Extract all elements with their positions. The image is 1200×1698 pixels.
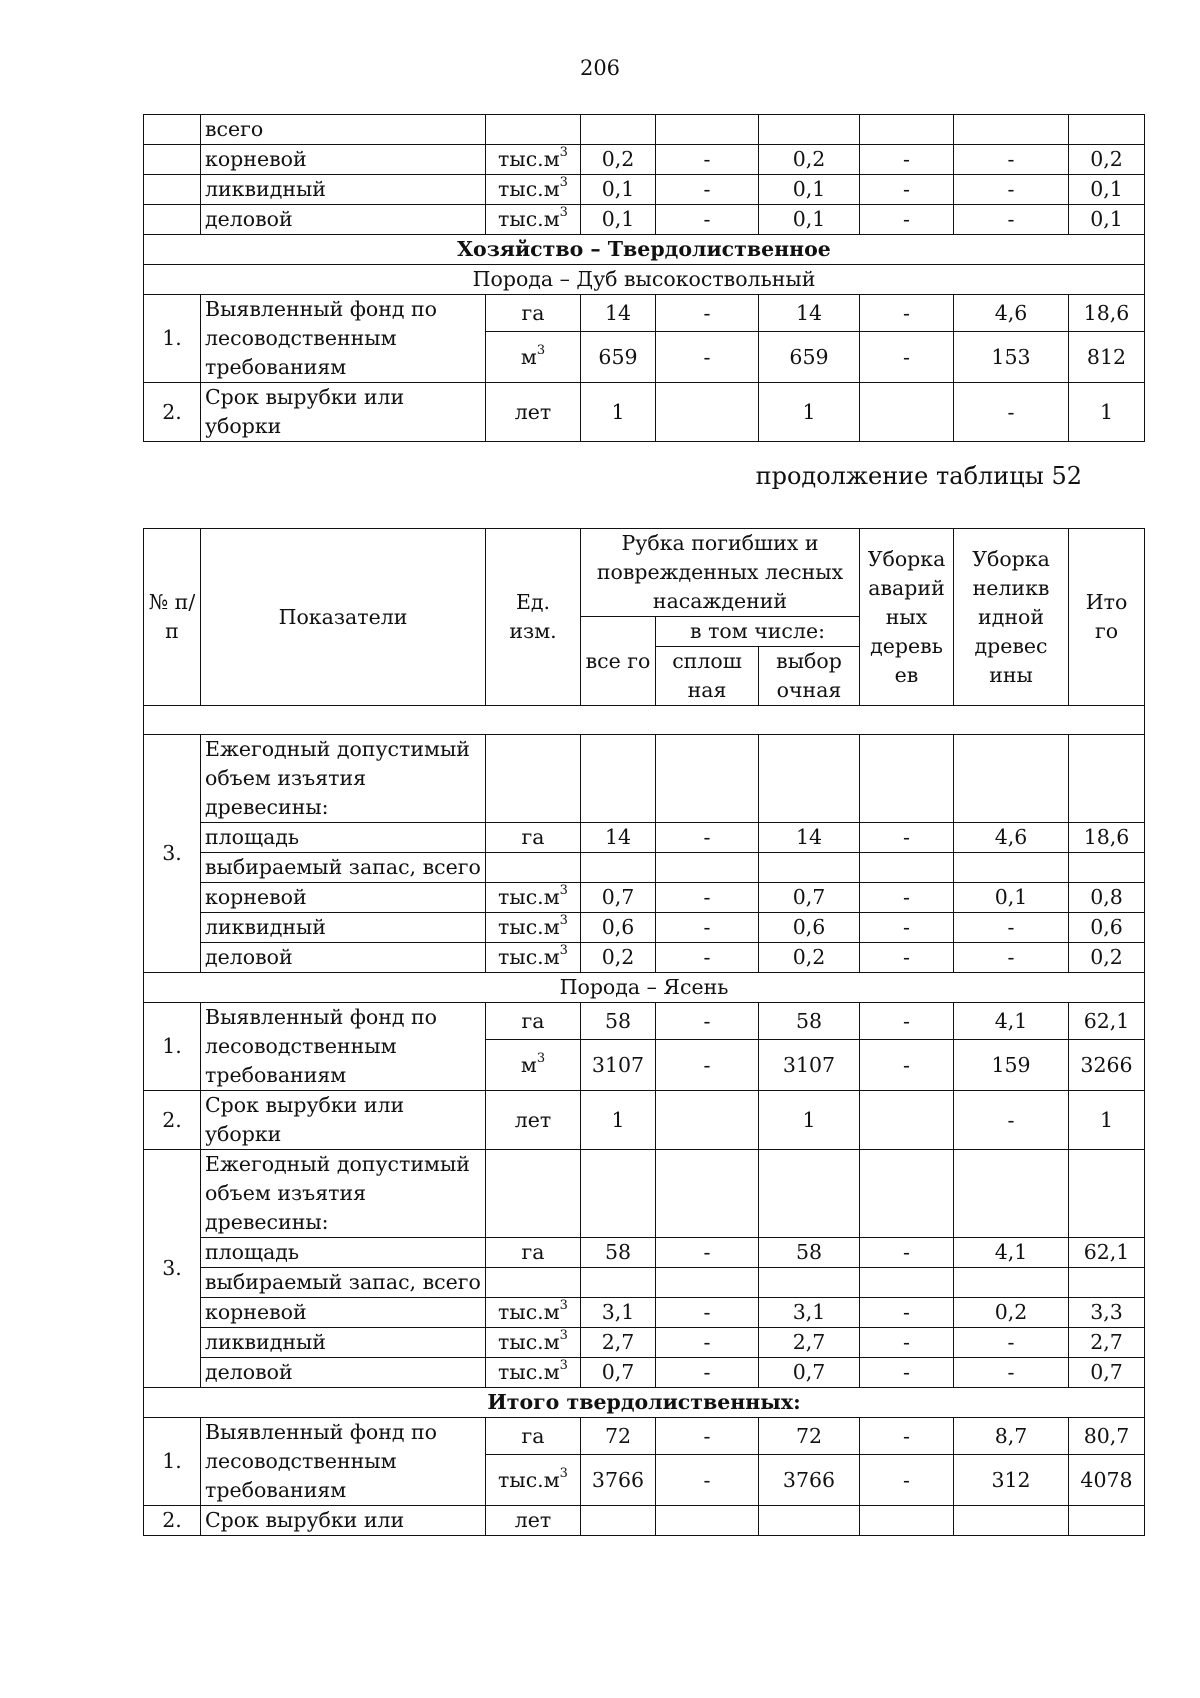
value-cell: -	[860, 1040, 954, 1091]
table-row	[144, 1091, 1145, 1150]
row-number	[144, 205, 201, 235]
header-unit: Ед. изм.	[486, 529, 581, 706]
value-cell: -	[954, 145, 1069, 175]
value-cell: 0,8	[1069, 883, 1145, 913]
header-indicators: Показатели	[201, 529, 486, 706]
value-cell: 159	[954, 1040, 1069, 1091]
value-cell: 659	[759, 332, 860, 383]
table-header	[144, 529, 1145, 706]
value-cell: -	[656, 1040, 759, 1091]
value-cell: 1	[1069, 383, 1145, 442]
unit-superscript: 3	[559, 913, 568, 929]
value-cell: -	[954, 1328, 1069, 1358]
unit-cell	[486, 145, 581, 175]
table-row	[144, 1268, 1145, 1298]
value-cell: 4,1	[954, 1003, 1069, 1040]
section-row	[144, 1388, 1145, 1418]
section-title: Порода – Дуб высокоствольный	[144, 265, 1145, 295]
indicator-cell: всего	[201, 115, 486, 145]
value-cell: -	[656, 205, 759, 235]
value-cell: 8,7	[954, 1418, 1069, 1455]
value-cell: 14	[759, 295, 860, 332]
value-cell: 0,7	[581, 883, 656, 913]
value-cell: 0,2	[954, 1298, 1069, 1328]
indicator-cell: Выявленный фонд по лесоводственным требованиям	[201, 295, 486, 383]
value-cell: 4078	[1069, 1455, 1145, 1506]
value-cell: -	[656, 1455, 759, 1506]
table-row	[144, 175, 1145, 205]
unit-text: м	[520, 1052, 537, 1077]
unit-cell	[486, 1238, 581, 1268]
value-cell: -	[954, 1358, 1069, 1388]
header-emergency-trees: Уборка аварий ных деревь ев	[860, 529, 954, 706]
unit-cell	[486, 1506, 581, 1536]
value-cell	[656, 1268, 759, 1298]
value-cell: -	[860, 823, 954, 853]
value-cell: -	[860, 1238, 954, 1268]
value-cell	[581, 1268, 656, 1298]
value-cell: -	[954, 205, 1069, 235]
header-selective: выбор очная	[759, 647, 860, 706]
value-cell: 0,1	[581, 175, 656, 205]
unit-superscript: 3	[536, 1050, 546, 1066]
value-cell: 1	[1069, 1091, 1145, 1150]
value-cell	[656, 383, 759, 442]
indicator-cell: площадь	[201, 823, 486, 853]
empty-cell	[1069, 1150, 1145, 1238]
blank-cell	[144, 706, 1145, 735]
value-cell: -	[860, 883, 954, 913]
value-cell: -	[656, 1238, 759, 1268]
value-cell: 14	[581, 295, 656, 332]
unit-text: га	[521, 1240, 545, 1264]
value-cell: 1	[581, 1091, 656, 1150]
value-cell: -	[656, 145, 759, 175]
unit-cell	[486, 1358, 581, 1388]
value-cell: -	[860, 175, 954, 205]
indicator-cell: Ежегодный допустимый объем изъятия древесины:	[201, 1150, 486, 1238]
indicator-cell: ликвидный	[201, 1328, 486, 1358]
unit-cell	[486, 1328, 581, 1358]
value-cell: -	[860, 1328, 954, 1358]
unit-cell	[486, 943, 581, 973]
value-cell: 0,7	[1069, 1358, 1145, 1388]
table-row	[144, 853, 1145, 883]
indicator-cell: выбираемый запас, всего	[201, 853, 486, 883]
table-row	[144, 913, 1145, 943]
value-cell: 0,1	[1069, 175, 1145, 205]
value-cell: -	[656, 332, 759, 383]
indicator-cell: площадь	[201, 1238, 486, 1268]
table-row	[144, 205, 1145, 235]
value-cell	[860, 1268, 954, 1298]
value-cell: -	[860, 145, 954, 175]
table-row	[144, 823, 1145, 853]
unit-cell	[486, 175, 581, 205]
value-cell	[656, 853, 759, 883]
unit-superscript: 3	[559, 1358, 568, 1374]
empty-cell	[656, 1150, 759, 1238]
value-cell: 58	[581, 1003, 656, 1040]
empty-cell	[860, 735, 954, 823]
section-row	[144, 265, 1145, 295]
value-cell: 4,6	[954, 295, 1069, 332]
header-number: № п/п	[144, 529, 201, 706]
row-number: 2.	[144, 1506, 201, 1536]
empty-cell	[486, 1150, 581, 1238]
blank-row	[144, 706, 1145, 735]
row-number: 1.	[144, 295, 201, 383]
value-cell: 1	[759, 1091, 860, 1150]
value-cell	[581, 115, 656, 145]
section-title: Хозяйство – Твердолиственное	[144, 235, 1145, 265]
page-number: 206	[579, 56, 621, 80]
indicator-cell: Ежегодный допустимый объем изъятия древесины:	[201, 735, 486, 823]
value-cell: -	[860, 1298, 954, 1328]
table-row	[144, 1003, 1145, 1040]
value-cell: 3,3	[1069, 1298, 1145, 1328]
group-title-row	[144, 1150, 1145, 1238]
value-cell	[954, 853, 1069, 883]
value-cell: 0,1	[581, 205, 656, 235]
value-cell: -	[860, 1418, 954, 1455]
table-52-part-b	[143, 528, 1145, 1536]
unit-cell	[486, 853, 581, 883]
row-number: 3.	[144, 1150, 201, 1388]
value-cell: 0,2	[1069, 943, 1145, 973]
unit-text: тыс.м	[498, 885, 560, 909]
unit-superscript: 3	[559, 883, 568, 899]
table-row	[144, 1238, 1145, 1268]
value-cell: 58	[759, 1238, 860, 1268]
value-cell	[954, 115, 1069, 145]
unit-text: га	[521, 300, 545, 325]
value-cell: 2,7	[759, 1328, 860, 1358]
table-row	[144, 115, 1145, 145]
value-cell	[954, 1506, 1069, 1536]
row-number: 2.	[144, 1091, 201, 1150]
unit-superscript: 3	[536, 342, 546, 358]
value-cell	[860, 1506, 954, 1536]
unit-cell	[486, 883, 581, 913]
value-cell: 0,7	[759, 1358, 860, 1388]
value-cell: 0,7	[581, 1358, 656, 1388]
header-including: в том числе:	[656, 617, 860, 647]
value-cell: -	[656, 1298, 759, 1328]
value-cell: 62,1	[1069, 1003, 1145, 1040]
unit-text: тыс.м	[498, 177, 560, 201]
row-number	[144, 115, 201, 145]
indicator-cell: Выявленный фонд по лесоводственным требованиям	[201, 1003, 486, 1091]
indicator-cell: корневой	[201, 883, 486, 913]
empty-cell	[759, 1150, 860, 1238]
empty-cell	[1069, 735, 1145, 823]
unit-text: м	[520, 344, 537, 369]
unit-text: тыс.м	[498, 1467, 560, 1492]
value-cell: 0,7	[759, 883, 860, 913]
value-cell	[860, 383, 954, 442]
value-cell: 4,1	[954, 1238, 1069, 1268]
unit-text: тыс.м	[498, 915, 560, 939]
unit-cell	[486, 913, 581, 943]
value-cell: 0,6	[759, 913, 860, 943]
row-number	[144, 145, 201, 175]
value-cell	[1069, 853, 1145, 883]
value-cell: 3,1	[581, 1298, 656, 1328]
unit-text: га	[521, 1008, 545, 1033]
value-cell	[759, 115, 860, 145]
value-cell: -	[860, 1003, 954, 1040]
value-cell: 312	[954, 1455, 1069, 1506]
empty-cell	[486, 735, 581, 823]
indicator-cell: деловой	[201, 1358, 486, 1388]
value-cell: 62,1	[1069, 1238, 1145, 1268]
indicator-cell: выбираемый запас, всего	[201, 1268, 486, 1298]
value-cell: 3,1	[759, 1298, 860, 1328]
value-cell: -	[860, 1358, 954, 1388]
unit-superscript: 3	[559, 175, 568, 191]
indicator-cell: Срок вырубки или уборки	[201, 383, 486, 442]
value-cell: -	[656, 1418, 759, 1455]
value-cell: 72	[759, 1418, 860, 1455]
unit-text: лет	[514, 1107, 552, 1132]
value-cell: 80,7	[1069, 1418, 1145, 1455]
table-row	[144, 383, 1145, 442]
header-felling-total: все го	[581, 617, 656, 706]
value-cell: -	[860, 332, 954, 383]
unit-superscript: 3	[559, 1328, 568, 1344]
value-cell: -	[656, 823, 759, 853]
value-cell: 0,2	[581, 145, 656, 175]
value-cell: 58	[581, 1238, 656, 1268]
value-cell: 0,6	[581, 913, 656, 943]
value-cell: 3766	[759, 1455, 860, 1506]
value-cell: -	[860, 913, 954, 943]
row-number: 3.	[144, 735, 201, 973]
indicator-cell: ликвидный	[201, 175, 486, 205]
unit-cell	[486, 823, 581, 853]
value-cell: 14	[581, 823, 656, 853]
value-cell: -	[860, 205, 954, 235]
value-cell	[860, 115, 954, 145]
unit-superscript: 3	[559, 1465, 568, 1481]
value-cell: -	[954, 1091, 1069, 1150]
value-cell: 3266	[1069, 1040, 1145, 1091]
value-cell	[759, 853, 860, 883]
header-total: Ито го	[1069, 529, 1145, 706]
value-cell: 0,1	[759, 205, 860, 235]
value-cell: 659	[581, 332, 656, 383]
unit-cell	[486, 1091, 581, 1150]
value-cell: 18,6	[1069, 295, 1145, 332]
value-cell: 0,6	[1069, 913, 1145, 943]
value-cell: 18,6	[1069, 823, 1145, 853]
section-row	[144, 235, 1145, 265]
indicator-cell: деловой	[201, 943, 486, 973]
value-cell	[656, 1091, 759, 1150]
value-cell	[581, 853, 656, 883]
table-row	[144, 1506, 1145, 1536]
value-cell	[656, 1506, 759, 1536]
unit-text: га	[521, 1423, 545, 1448]
unit-cell	[486, 332, 581, 383]
value-cell: -	[954, 943, 1069, 973]
value-cell: 0,1	[759, 175, 860, 205]
group-title-row	[144, 735, 1145, 823]
unit-cell	[486, 1003, 581, 1040]
value-cell: 0,2	[581, 943, 656, 973]
table-row	[144, 943, 1145, 973]
unit-cell	[486, 205, 581, 235]
unit-superscript: 3	[559, 1298, 568, 1314]
empty-cell	[581, 1150, 656, 1238]
table-row	[144, 1298, 1145, 1328]
indicator-cell: ликвидный	[201, 913, 486, 943]
value-cell: -	[656, 913, 759, 943]
header-solid: сплош ная	[656, 647, 759, 706]
value-cell: 4,6	[954, 823, 1069, 853]
value-cell	[759, 1268, 860, 1298]
empty-cell	[656, 735, 759, 823]
value-cell: 812	[1069, 332, 1145, 383]
empty-cell	[954, 1150, 1069, 1238]
value-cell: 58	[759, 1003, 860, 1040]
value-cell: 0,1	[1069, 205, 1145, 235]
value-cell: -	[954, 913, 1069, 943]
unit-text: лет	[514, 399, 552, 424]
value-cell: 2,7	[581, 1328, 656, 1358]
empty-cell	[581, 735, 656, 823]
unit-text: га	[521, 825, 545, 849]
table-row	[144, 295, 1145, 332]
value-cell	[954, 1268, 1069, 1298]
unit-cell	[486, 1298, 581, 1328]
unit-text: тыс.м	[498, 147, 560, 171]
value-cell: -	[656, 1003, 759, 1040]
section-row	[144, 973, 1145, 1003]
empty-cell	[954, 735, 1069, 823]
unit-text: тыс.м	[498, 1300, 560, 1324]
value-cell: 1	[581, 383, 656, 442]
value-cell	[1069, 115, 1145, 145]
value-cell: 0,2	[759, 145, 860, 175]
table-row	[144, 1358, 1145, 1388]
unit-cell	[486, 295, 581, 332]
unit-text: тыс.м	[498, 1330, 560, 1354]
unit-cell	[486, 1268, 581, 1298]
value-cell: 3107	[759, 1040, 860, 1091]
section-title: Порода – Ясень	[144, 973, 1145, 1003]
row-number: 1.	[144, 1003, 201, 1091]
indicator-cell: корневой	[201, 145, 486, 175]
indicator-cell: Выявленный фонд по лесоводственным требованиям	[201, 1418, 486, 1506]
unit-text: тыс.м	[498, 1360, 560, 1384]
value-cell: -	[656, 1358, 759, 1388]
table-row	[144, 1418, 1145, 1455]
value-cell: -	[656, 1328, 759, 1358]
value-cell	[581, 1506, 656, 1536]
continuation-label: продолжение таблицы 52	[755, 462, 1082, 490]
value-cell: -	[860, 943, 954, 973]
value-cell: 0,2	[759, 943, 860, 973]
value-cell: 72	[581, 1418, 656, 1455]
section-title: Итого твердолиственных:	[144, 1388, 1145, 1418]
value-cell: 153	[954, 332, 1069, 383]
value-cell: -	[860, 1455, 954, 1506]
unit-text: лет	[514, 1508, 552, 1532]
value-cell	[656, 115, 759, 145]
unit-superscript: 3	[559, 145, 568, 161]
table-row	[144, 883, 1145, 913]
unit-cell	[486, 115, 581, 145]
unit-cell	[486, 1455, 581, 1506]
unit-cell	[486, 1040, 581, 1091]
indicator-cell: Срок вырубки или уборки	[201, 1091, 486, 1150]
unit-superscript: 3	[559, 205, 568, 221]
value-cell: -	[656, 295, 759, 332]
value-cell	[860, 853, 954, 883]
value-cell	[860, 1091, 954, 1150]
indicator-cell: деловой	[201, 205, 486, 235]
header-illiquid-wood: Уборка неликв идной древес ины	[954, 529, 1069, 706]
unit-text: тыс.м	[498, 207, 560, 231]
value-cell: -	[656, 943, 759, 973]
header-felling: Рубка погибших и поврежденных лесных насаждений	[581, 529, 860, 617]
value-cell: -	[656, 883, 759, 913]
unit-text: тыс.м	[498, 945, 560, 969]
value-cell: 0,2	[1069, 145, 1145, 175]
value-cell: 14	[759, 823, 860, 853]
empty-cell	[759, 735, 860, 823]
row-number: 2.	[144, 383, 201, 442]
row-number: 1.	[144, 1418, 201, 1506]
unit-cell	[486, 383, 581, 442]
indicator-cell: Срок вырубки или	[201, 1506, 486, 1536]
table-52-part-a	[143, 114, 1145, 442]
table-row	[144, 145, 1145, 175]
value-cell: 1	[759, 383, 860, 442]
value-cell: 2,7	[1069, 1328, 1145, 1358]
table-row	[144, 1328, 1145, 1358]
value-cell: -	[860, 295, 954, 332]
indicator-cell: корневой	[201, 1298, 486, 1328]
unit-cell	[486, 1418, 581, 1455]
value-cell: 0,1	[954, 883, 1069, 913]
value-cell	[1069, 1268, 1145, 1298]
empty-cell	[860, 1150, 954, 1238]
value-cell	[1069, 1506, 1145, 1536]
value-cell	[759, 1506, 860, 1536]
value-cell: 3107	[581, 1040, 656, 1091]
value-cell: -	[656, 175, 759, 205]
value-cell: -	[954, 383, 1069, 442]
unit-superscript: 3	[559, 943, 568, 959]
value-cell: 3766	[581, 1455, 656, 1506]
row-number	[144, 175, 201, 205]
value-cell: -	[954, 175, 1069, 205]
